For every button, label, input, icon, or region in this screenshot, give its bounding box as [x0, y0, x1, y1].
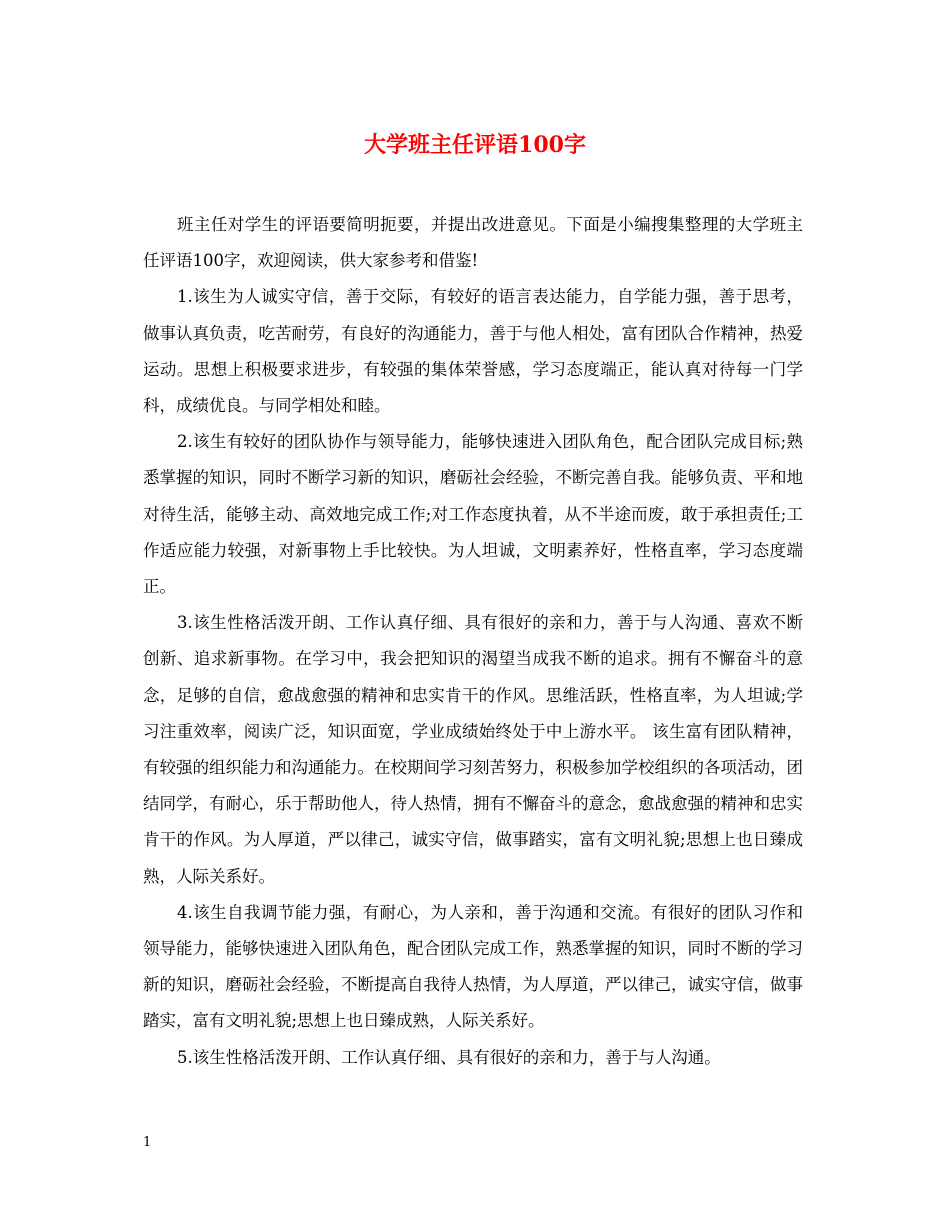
intro-paragraph: 班主任对学生的评语要简明扼要，并提出改进意见。下面是小编搜集整理的大学班主任评语100字，欢迎阅读，供大家参考和借鉴!	[143, 215, 803, 271]
document-body	[143, 207, 803, 1076]
document-title: 大学班主任评语100字	[364, 132, 586, 158]
comment-paragraph-5: 5.该生性格活泼开朗、工作认真仔细、具有很好的亲和力，善于与人沟通。	[177, 1047, 721, 1067]
comment-paragraph-1: 1.该生为人诚实守信，善于交际，有较好的语言表达能力，自学能力强，善于思考，做事认真负责，吃苦耐劳，有良好的沟通能力，善于与他人相处，富有团队合作精神，热爱运动。思想上积极要求进步，有较强的集体荣誉感，学习态度端正，能认真对待每一门学科，成绩优良。与同学相处和睦。	[143, 287, 803, 416]
comment-paragraph-2: 2.该生有较好的团队协作与领导能力，能够快速进入团队角色，配合团队完成目标;熟悉掌握的知识，同时不断学习新的知识，磨砺社会经验，不断完善自我。能够负责、平和地对待生活，能够主动、高效地完成工作;对工作态度执着，从不半途而废，敢于承担责任;工作适应能力较强，对新事物上手比较快。为人坦诚，文明素养好，性格直率，学习态度端正。	[143, 432, 803, 597]
comment-paragraph-3: 3.该生性格活泼开朗、工作认真仔细、具有很好的亲和力，善于与人沟通、喜欢不断创新、追求新事物。在学习中，我会把知识的渴望当成我不断的追求。拥有不懈奋斗的意念，足够的自信，愈战愈强的精神和忠实肯干的作风。思维活跃，性格直率，为人坦诚;学习注重效率，阅读广泛，知识面宽，学业成绩始终处于中上游水平。 该生富有团队精神，有较强的组织能力和沟通能力。在校期间学习刻苦努力，积极参加学校组织的各项活动，团结同学，有耐心，乐于帮助他人，待人热情，拥有不懈奋斗的意念，愈战愈强的精神和忠实肯干的作风。为人厚道，严以律己，诚实守信，做事踏实，富有文明礼貌;思想上也日臻成熟，人际关系好。	[143, 613, 803, 886]
comment-paragraph-4: 4.该生自我调节能力强，有耐心，为人亲和，善于沟通和交流。有很好的团队习作和领导能力，能够快速进入团队角色，配合团队完成工作，熟悉掌握的知识，同时不断的学习新的知识，磨砺社会经验，不断提高自我待人热情，为人厚道，严以律己，诚实守信，做事踏实，富有文明礼貌;思想上也日臻成熟，人际关系好。	[143, 902, 803, 1031]
page-number: 1	[143, 1135, 152, 1150]
